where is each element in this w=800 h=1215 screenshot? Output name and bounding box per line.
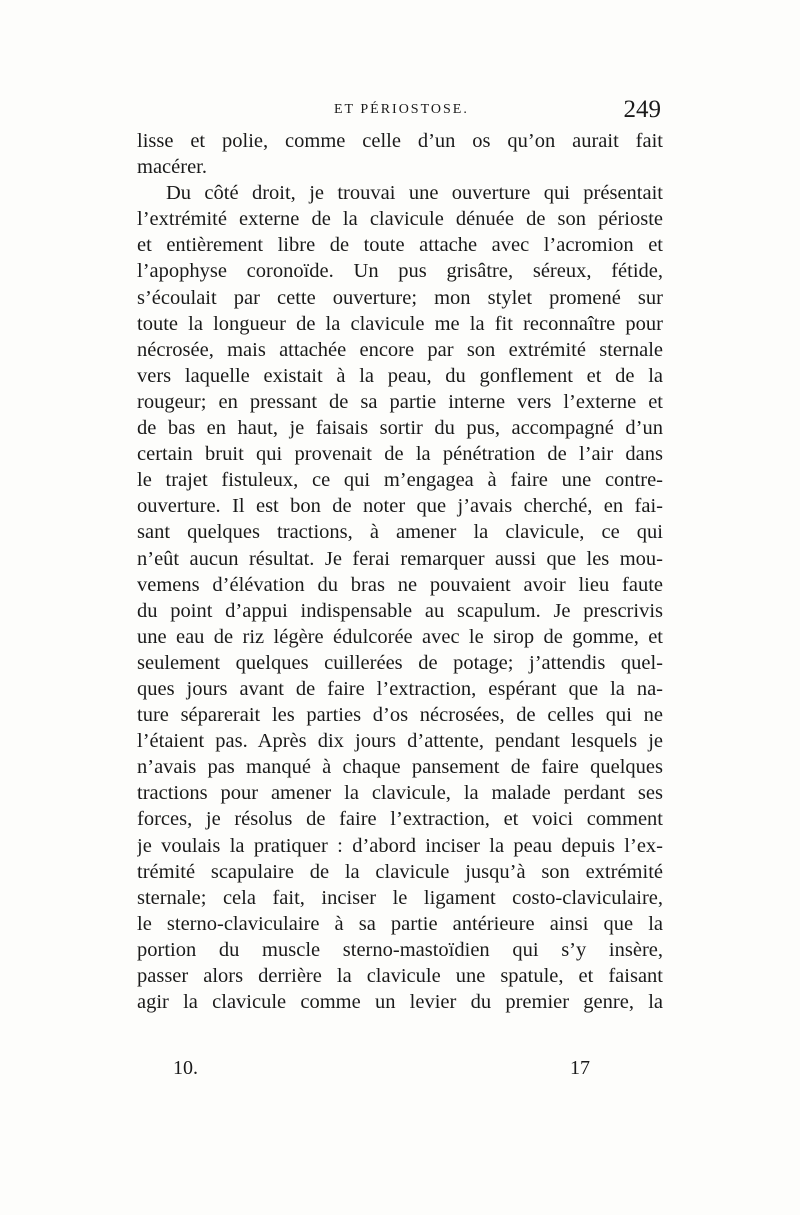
text-line: Du côté droit, je trouvai une ouverture qui présentait [166, 182, 663, 205]
running-head: ET PÉRIOSTOSE. [334, 102, 469, 117]
text-line: l’apophyse coronoïde. Un pus grisâtre, séreux, fétide, [137, 260, 663, 283]
text-line: le trajet fistuleux, ce qui m’engagea à faire une contre- [137, 469, 663, 492]
text-line: toute la longueur de la clavicule me la fit reconnaître pour [137, 312, 663, 335]
text-line: ques jours avant de faire l’extraction, espérant que la na- [137, 677, 663, 700]
text-line: une eau de riz légère édulcorée avec le sirop de gomme, et [137, 625, 663, 648]
text-line: du point d’appui indispensable au scapulum. Je prescrivis [137, 599, 663, 622]
text-line: sant quelques tractions, à amener la clavicule, ce qui [137, 521, 663, 544]
text-line: macérer. [137, 156, 207, 179]
page-header [137, 96, 663, 126]
text-line: seulement quelques cuillerées de potage; j’attendis quel- [137, 651, 663, 674]
page-footer [137, 1057, 663, 1083]
text-line: ture séparerait les parties d’os nécrosées, de celles qui ne [137, 704, 663, 727]
text-line: vemens d’élévation du bras ne pouvaient avoir lieu faute [137, 573, 663, 596]
text-line: passer alors derrière la clavicule une spatule, et faisant [137, 965, 663, 987]
text-line: s’écoulait par cette ouverture; mon stylet promené sur [137, 286, 663, 309]
text-line: n’eût aucun résultat. Je ferai remarquer aussi que les mou- [137, 547, 663, 570]
text-line: l’extrémité externe de la clavicule dénuée de son périoste [137, 208, 663, 231]
text-line: le sterno-claviculaire à sa partie antérieure ainsi que la [137, 912, 663, 935]
text-line: n’avais pas manqué à chaque pansement de faire quelques [137, 756, 663, 779]
page-number: 249 [623, 96, 661, 123]
text-line: trémité scapulaire de la clavicule jusqu’à son extrémité [137, 860, 663, 883]
text-line: sternale; cela fait, inciser le ligament costo-claviculaire, [137, 886, 663, 909]
text-line: et entièrement libre de toute attache avec l’acromion et [137, 234, 663, 257]
text-line: de bas en haut, je faisais sortir du pus, accompagné d’un [137, 417, 663, 440]
text-line: nécrosée, mais attachée encore par son extrémité sternale [137, 338, 663, 361]
gathering-number: 17 [570, 1057, 590, 1079]
body-text [137, 128, 663, 1015]
text-line: l’étaient pas. Après dix jours d’attente, pendant lesquels je [137, 730, 663, 753]
text-line: portion du muscle sterno-mastoïdien qui s’y insère, [137, 938, 663, 961]
signature-mark: 10. [173, 1057, 198, 1079]
text-line: tractions pour amener la clavicule, la malade perdant ses [137, 782, 663, 805]
text-line: agir la clavicule comme un levier du premier genre, la [137, 991, 663, 1014]
text-line: rougeur; en pressant de sa partie interne vers l’externe et [137, 390, 663, 413]
text-line: lisse et polie, comme celle d’un os qu’on aurait fait [137, 130, 663, 152]
text-line: forces, je résolus de faire l’extraction, et voici comment [137, 808, 663, 831]
text-line: je voulais la pratiquer : d’abord inciser la peau depuis l’ex- [137, 834, 663, 857]
text-line: ouverture. Il est bon de noter que j’avais cherché, en fai- [137, 495, 663, 518]
text-line: certain bruit qui provenait de la pénétration de l’air dans [137, 443, 663, 466]
text-line: vers laquelle existait à la peau, du gonflement et de la [137, 364, 663, 387]
